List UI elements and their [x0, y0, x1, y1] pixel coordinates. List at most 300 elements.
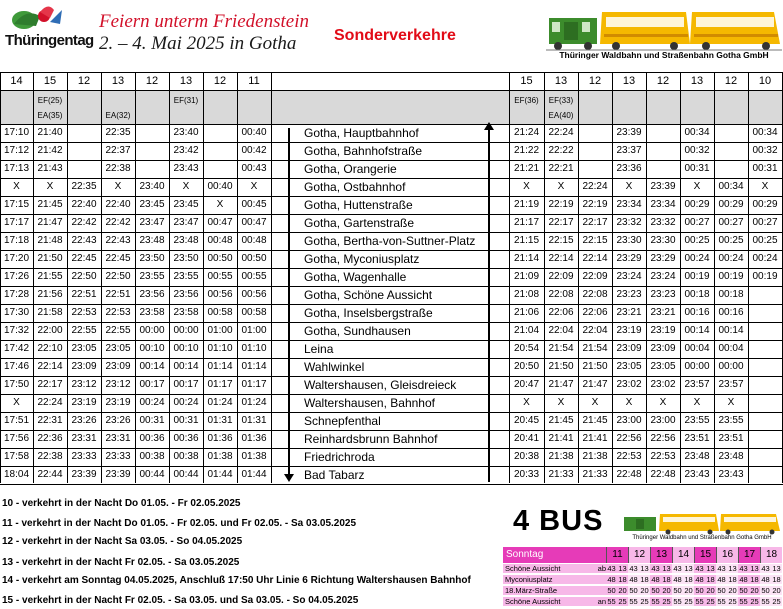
time-cell: 23:09 — [105, 361, 131, 372]
bus-timetable — [503, 547, 782, 609]
time-cell: X — [591, 397, 599, 408]
bus-minute: 20 — [728, 586, 737, 595]
trip-tag — [237, 94, 271, 107]
grid-hline — [0, 358, 783, 359]
time-cell: 23:19 — [105, 397, 131, 408]
time-cell: X — [761, 181, 769, 192]
bus-hour: 18 — [760, 547, 782, 563]
time-cell: 00:00 — [173, 325, 199, 336]
time-cell: 21:33 — [548, 469, 574, 480]
grid-hline — [0, 142, 783, 143]
bus-hour: 14 — [672, 547, 694, 563]
time-cell: 23:33 — [105, 451, 131, 462]
time-cell: 23:39 — [650, 181, 676, 192]
bus-hour: 17 — [738, 547, 760, 563]
time-cell: 00:50 — [241, 253, 267, 264]
time-cell: 20:33 — [513, 469, 540, 480]
time-cell: 23:30 — [616, 235, 642, 246]
time-cell: 22:31 — [37, 415, 63, 426]
time-cell: 21:50 — [37, 253, 63, 264]
time-cell: 01:31 — [241, 415, 267, 426]
time-cell: 00:29 — [718, 199, 744, 210]
time-cell: 23:02 — [616, 379, 642, 390]
bus-minute: 18 — [640, 575, 649, 584]
time-cell: 23:39 — [105, 469, 131, 480]
time-cell: 23:19 — [71, 397, 97, 408]
time-cell: 00:48 — [241, 235, 267, 246]
time-cell: 21:08 — [513, 289, 540, 300]
thueringentag-logo — [2, 2, 94, 52]
time-cell: 00:14 — [684, 325, 710, 336]
trip-tag — [135, 94, 169, 107]
time-cell: 01:31 — [207, 415, 233, 426]
time-cell: 00:16 — [684, 307, 710, 318]
bus-minute: 25 — [706, 597, 715, 606]
trip-tag: EF(36) — [514, 96, 539, 105]
time-cell: 00:16 — [718, 307, 744, 318]
time-cell — [135, 160, 169, 178]
time-cell: 22:21 — [548, 163, 574, 174]
time-cell: 00:19 — [684, 271, 710, 282]
time-cell: 17:12 — [3, 145, 30, 156]
trip-tag: EA(35) — [37, 111, 63, 120]
time-cell: 23:32 — [616, 217, 642, 228]
time-cell — [135, 142, 169, 160]
time-cell: 01:44 — [241, 469, 267, 480]
bus-minute: 25 — [772, 597, 781, 606]
time-cell: 21:43 — [37, 163, 63, 174]
time-cell: 23:26 — [105, 415, 131, 426]
grid-hline — [0, 466, 783, 467]
bus-stop-mode — [593, 575, 606, 584]
trip-tag: EF(31) — [173, 96, 199, 105]
time-cell: 23:51 — [684, 433, 710, 444]
grid-hline — [0, 214, 783, 215]
time-cell: 00:55 — [207, 271, 233, 282]
bus-minute: 55 — [717, 597, 726, 606]
time-cell: 23:51 — [718, 433, 744, 444]
bus-minute: 55 — [673, 597, 682, 606]
time-cell: 22:14 — [548, 253, 574, 264]
time-cell: 00:10 — [173, 343, 199, 354]
time-cell: 17:30 — [3, 307, 30, 318]
grid-hline — [0, 304, 783, 305]
time-cell: 17:18 — [3, 235, 30, 246]
time-cell: 00:58 — [207, 307, 233, 318]
line-number: 10 — [758, 75, 772, 87]
line-number: 15 — [520, 75, 533, 87]
time-cell: 22:50 — [71, 271, 97, 282]
time-cell: 00:24 — [752, 253, 778, 264]
time-cell: 23:50 — [173, 253, 199, 264]
time-cell: 00:36 — [139, 433, 165, 444]
time-cell: 23:24 — [650, 271, 676, 282]
time-cell: X — [523, 397, 530, 408]
trip-tag — [237, 109, 271, 122]
stop-name: Gotha, Ostbahnhof — [304, 180, 406, 194]
time-cell: 21:41 — [548, 433, 574, 444]
time-cell: 23:37 — [616, 145, 642, 156]
trip-tag — [714, 109, 748, 122]
bus-minute: 55 — [629, 597, 638, 606]
time-cell: 23:05 — [650, 361, 676, 372]
down-arrow-shaft — [288, 128, 290, 476]
bus-minute: 20 — [662, 586, 671, 595]
bus-minute: 48 — [651, 575, 660, 584]
time-cell: 23:43 — [684, 469, 710, 480]
time-cell: 00:17 — [139, 379, 165, 390]
bus-minute: 20 — [750, 586, 759, 595]
time-cell — [646, 124, 680, 142]
stop-name: Waltershausen, Gleisdreieck — [304, 378, 457, 392]
bus-minute: 43 — [629, 564, 638, 573]
grid-vline — [509, 72, 510, 483]
time-cell: 17:26 — [3, 271, 30, 282]
time-cell: X — [182, 181, 190, 192]
time-cell — [135, 124, 169, 142]
bus-minute: 50 — [629, 586, 638, 595]
time-cell: X — [727, 397, 735, 408]
bus-minute: 18 — [772, 575, 781, 584]
trip-tag — [680, 94, 714, 107]
bus-minute: 13 — [772, 564, 781, 573]
time-cell: 23:50 — [139, 253, 165, 264]
time-cell: 00:14 — [139, 361, 165, 372]
time-cell: 00:34 — [684, 127, 710, 138]
grid-hline — [0, 394, 783, 395]
trip-tag — [67, 109, 101, 122]
time-cell: 23:36 — [616, 163, 642, 174]
trip-tag — [646, 94, 680, 107]
time-cell: 17:32 — [3, 325, 30, 336]
trip-tag — [680, 109, 714, 122]
bus-minute: 43 — [673, 564, 682, 573]
trip-tag — [578, 109, 612, 122]
time-cell: 21:48 — [37, 235, 63, 246]
time-cell: 23:34 — [650, 199, 676, 210]
time-cell: 21:19 — [513, 199, 540, 210]
time-cell: 23:55 — [684, 415, 710, 426]
time-cell: 23:48 — [718, 451, 744, 462]
bus-minute: 18 — [750, 575, 759, 584]
time-cell: 23:33 — [71, 451, 97, 462]
bus-minute: 43 — [739, 564, 748, 573]
grid-hline — [0, 196, 783, 197]
time-cell: 01:14 — [241, 361, 267, 372]
time-cell: 00:40 — [207, 181, 233, 192]
time-cell: 01:24 — [207, 397, 233, 408]
time-cell: 23:48 — [173, 235, 199, 246]
bus-minute: 48 — [739, 575, 748, 584]
time-cell: 21:47 — [582, 379, 608, 390]
time-cell: 23:45 — [173, 199, 199, 210]
time-cell: 00:42 — [241, 145, 267, 156]
stop-name: Schnepfenthal — [304, 414, 381, 428]
trip-tag: EA(32) — [105, 111, 131, 120]
bus-minute: 55 — [695, 597, 704, 606]
grid-vline — [714, 72, 715, 483]
line-number: 13 — [622, 75, 636, 87]
time-cell: 00:25 — [752, 235, 778, 246]
time-cell: X — [625, 397, 633, 408]
time-cell: 00:44 — [173, 469, 199, 480]
time-cell: 01:00 — [207, 325, 233, 336]
time-cell: 21:04 — [513, 325, 540, 336]
grid-vline — [680, 72, 681, 483]
time-cell: 22:55 — [71, 325, 97, 336]
line-number: 13 — [179, 75, 193, 87]
time-cell: 21:22 — [513, 145, 540, 156]
trip-tag: EA(40) — [548, 111, 574, 120]
time-cell — [748, 466, 782, 484]
bus-minute: 18 — [662, 575, 671, 584]
bus-minute: 13 — [684, 564, 693, 573]
time-cell: 23:30 — [650, 235, 676, 246]
time-cell: 00:32 — [684, 145, 710, 156]
time-cell: 23:39 — [71, 469, 97, 480]
time-cell: 22:35 — [105, 127, 131, 138]
grid-vline — [612, 72, 613, 483]
time-cell: 22:36 — [37, 433, 63, 444]
time-cell: 21:38 — [582, 451, 608, 462]
time-cell: 17:46 — [3, 361, 30, 372]
time-cell: 23:12 — [105, 379, 131, 390]
bus-line-title: 4 BUS — [513, 505, 604, 537]
bus-hour: 13 — [650, 547, 672, 563]
time-cell: 00:36 — [173, 433, 199, 444]
time-cell: 22:14 — [582, 253, 608, 264]
grid-hline — [0, 430, 783, 431]
time-cell: 21:24 — [513, 127, 540, 138]
bus-minute: 48 — [607, 575, 616, 584]
time-cell: 23:19 — [616, 325, 642, 336]
time-cell: X — [523, 181, 530, 192]
time-cell: 01:38 — [241, 451, 267, 462]
time-cell: 17:56 — [3, 433, 30, 444]
bus-minute: 25 — [684, 597, 693, 606]
time-cell: 22:53 — [105, 307, 131, 318]
trip-tag — [714, 94, 748, 107]
time-cell: 22:06 — [548, 307, 574, 318]
time-cell: 23:24 — [616, 271, 642, 282]
time-cell: 23:21 — [650, 307, 676, 318]
bus-minute: 25 — [728, 597, 737, 606]
bus-minute: 25 — [662, 597, 671, 606]
time-cell: 21:50 — [582, 361, 608, 372]
time-cell: 00:19 — [752, 271, 778, 282]
time-cell: 21:45 — [582, 415, 608, 426]
time-cell: 21:56 — [37, 289, 63, 300]
line-number: 12 — [656, 75, 670, 87]
bus-minute: 50 — [761, 586, 770, 595]
time-cell: 21:45 — [548, 415, 574, 426]
logo-wordmark: Thüringentag — [5, 32, 94, 49]
stop-name: Friedrichroda — [304, 450, 375, 464]
trip-tag — [646, 109, 680, 122]
time-cell: 01:24 — [241, 397, 267, 408]
time-cell: 00:32 — [752, 145, 778, 156]
stop-name: Wahlwinkel — [304, 360, 365, 374]
bus-minute: 43 — [695, 564, 704, 573]
time-cell: 00:24 — [173, 397, 199, 408]
bus-minute: 13 — [640, 564, 649, 573]
time-cell: 23:26 — [71, 415, 97, 426]
time-cell: 22:08 — [582, 289, 608, 300]
time-cell: 22:09 — [582, 271, 608, 282]
trip-tag — [101, 94, 135, 107]
time-cell: 21:21 — [513, 163, 540, 174]
time-cell — [748, 304, 782, 322]
grid-hline — [0, 412, 783, 413]
bus-minute: 50 — [607, 586, 616, 595]
bus-minute: 13 — [706, 564, 715, 573]
trip-tag — [135, 109, 169, 122]
grid-vline — [271, 72, 272, 483]
time-cell: 00:24 — [139, 397, 165, 408]
time-cell — [748, 412, 782, 430]
time-cell: 22:40 — [105, 199, 131, 210]
bus-minute: 20 — [618, 586, 627, 595]
trip-tag: EF(25) — [37, 96, 63, 105]
time-cell: 22:45 — [105, 253, 131, 264]
bus-company-name: Thüringer Waldbahn und Straßenbahn Gotha GmbH — [632, 535, 772, 541]
bus-minute: 43 — [651, 564, 660, 573]
time-cell: 23:05 — [71, 343, 97, 354]
time-cell: 00:47 — [207, 217, 233, 228]
time-cell: 01:10 — [241, 343, 267, 354]
bus-minute: 43 — [761, 564, 770, 573]
stop-name: Gotha, Wagenhalle — [304, 270, 407, 284]
time-cell: 01:14 — [207, 361, 233, 372]
time-cell — [67, 142, 101, 160]
time-cell: 23:48 — [684, 451, 710, 462]
time-cell: 00:00 — [139, 325, 165, 336]
bus-minute: 13 — [618, 564, 627, 573]
time-cell: 17:15 — [3, 199, 30, 210]
bus-minute: 18 — [706, 575, 715, 584]
time-cell: 00:14 — [173, 361, 199, 372]
time-cell: 01:44 — [207, 469, 233, 480]
time-cell: 00:56 — [207, 289, 233, 300]
time-cell — [714, 160, 748, 178]
time-cell — [748, 448, 782, 466]
grid-hline — [0, 484, 783, 485]
grid-hline — [0, 322, 783, 323]
time-cell — [203, 160, 237, 178]
grid-vline — [748, 72, 749, 483]
time-cell: 23:23 — [650, 289, 676, 300]
time-cell: 00:34 — [718, 181, 744, 192]
special-service-label: Sonderverkehre — [334, 27, 456, 44]
time-cell: 21:17 — [513, 217, 540, 228]
time-cell: 00:31 — [684, 163, 710, 174]
bus-minute: 20 — [684, 586, 693, 595]
grid-hline — [0, 160, 783, 161]
grid-vline — [646, 72, 647, 483]
time-cell: 22:42 — [71, 217, 97, 228]
time-cell: 00:31 — [752, 163, 778, 174]
grid-vline — [544, 72, 545, 483]
trip-tag: EF(33) — [548, 96, 574, 105]
time-cell: 23:29 — [616, 253, 642, 264]
time-cell: 22:17 — [37, 379, 63, 390]
stop-name: Gotha, Huttenstraße — [304, 198, 413, 212]
bus-minute: 18 — [618, 575, 627, 584]
time-cell: 22:38 — [105, 163, 131, 174]
time-cell — [203, 142, 237, 160]
time-cell: 22:19 — [582, 199, 608, 210]
time-cell: X — [250, 181, 258, 192]
time-cell: 23:21 — [616, 307, 642, 318]
stop-name: Gotha, Myconiusplatz — [304, 252, 420, 266]
time-cell: 21:54 — [582, 343, 608, 354]
time-cell: 22:40 — [71, 199, 97, 210]
time-cell: 22:50 — [105, 271, 131, 282]
bus-stop: Myconiusplatz — [503, 575, 593, 584]
time-cell: 22:17 — [582, 217, 608, 228]
time-cell: 00:18 — [684, 289, 710, 300]
time-cell: 20:45 — [513, 415, 540, 426]
line-number: 13 — [111, 75, 125, 87]
time-cell: 00:19 — [718, 271, 744, 282]
line-number: 11 — [248, 75, 260, 87]
footnote: 11 - verkehrt in der Nacht Do 01.05. - Fr 02.05. und Fr 02.05. - Sa 03.05.2025 — [2, 518, 357, 529]
timetable-grid — [0, 72, 782, 483]
time-cell: 22:38 — [37, 451, 63, 462]
time-cell: 23:12 — [71, 379, 97, 390]
bus-minute: 50 — [673, 586, 682, 595]
time-cell: 20:50 — [513, 361, 540, 372]
bus-minute: 55 — [651, 597, 660, 606]
time-cell: 23:23 — [616, 289, 642, 300]
time-cell: 23:56 — [139, 289, 165, 300]
time-cell: 00:29 — [752, 199, 778, 210]
time-cell: 00:34 — [752, 127, 778, 138]
bus-stop: Schöne Aussicht — [503, 597, 593, 606]
time-cell: 22:48 — [650, 469, 676, 480]
bus-tram-logo-icon — [622, 510, 782, 536]
time-cell: 00:10 — [139, 343, 165, 354]
trip-tag — [67, 94, 101, 107]
stop-name: Gotha, Schöne Aussicht — [304, 288, 433, 302]
time-cell: 21:42 — [37, 145, 63, 156]
time-cell: 01:00 — [241, 325, 267, 336]
bus-minute: 25 — [618, 597, 627, 606]
time-cell: 01:36 — [241, 433, 267, 444]
time-cell: 23:09 — [71, 361, 97, 372]
down-arrow-head-icon — [284, 474, 294, 482]
stop-name: Gotha, Bertha-von-Suttner-Platz — [304, 234, 476, 248]
trip-tag — [0, 94, 33, 107]
time-cell: 18:04 — [3, 469, 30, 480]
line-number: 15 — [43, 75, 57, 87]
time-cell — [748, 376, 782, 394]
time-cell: 01:38 — [207, 451, 233, 462]
time-cell: 17:10 — [3, 127, 30, 138]
time-cell: 00:24 — [684, 253, 710, 264]
grid-hline — [0, 448, 783, 449]
time-cell: 01:10 — [207, 343, 233, 354]
grid-vline — [101, 72, 102, 483]
bus-minute: 50 — [651, 586, 660, 595]
line-number: 13 — [554, 75, 568, 87]
time-cell: 22:04 — [582, 325, 608, 336]
line-number: 12 — [588, 75, 602, 87]
event-dates: 2. – 4. Mai 2025 in Gotha — [99, 33, 297, 54]
stop-name: Leina — [304, 342, 334, 356]
time-cell: 00:24 — [718, 253, 744, 264]
time-cell: X — [659, 397, 667, 408]
